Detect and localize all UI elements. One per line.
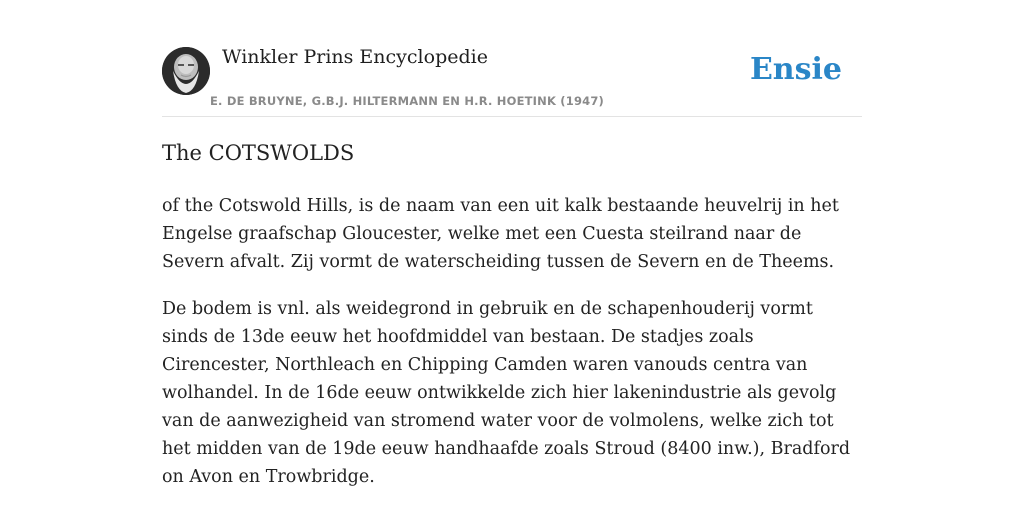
source-header (162, 46, 862, 117)
brand-logo[interactable]: Ensie (749, 52, 842, 87)
author-avatar[interactable] (162, 47, 210, 95)
article-title: The COTSWOLDS (162, 141, 355, 165)
bearded-man-portrait-icon (162, 47, 210, 95)
article-paragraph: De bodem is vnl. als weidegrond in gebruik en de schapenhouderij vormt sinds de 13de eeuw het hoofdmiddel van bestaan. De stadjes zoals Cirencester, Northleach en Chipping Camden waren vanouds centra van wolhandel. In de 16de eeuw ontwikkelde zich hier lakenindustrie als gevolg van de aanwezigheid van stromend water voor de volmolens, welke zich tot het midden van de 19de eeuw handhaafde zoals Stroud (8400 inw.), Bradford on Avon en Trowbridge. (162, 299, 851, 487)
source-authors: E. DE BRUYNE, G.B.J. HILTERMANN EN H.R. HOETINK (1947) (210, 94, 605, 108)
article-body (162, 192, 862, 510)
source-title[interactable]: Winkler Prins Encyclopedie (222, 46, 488, 68)
article-paragraph: of the Cotswold Hills, is de naam van een uit kalk bestaande heuvelrij in het Engelse graafschap Gloucester, welke met een Cuesta steilrand naar de Severn afvalt. Zij vormt de waterscheiding tussen de Severn en de Theems. (162, 196, 839, 272)
